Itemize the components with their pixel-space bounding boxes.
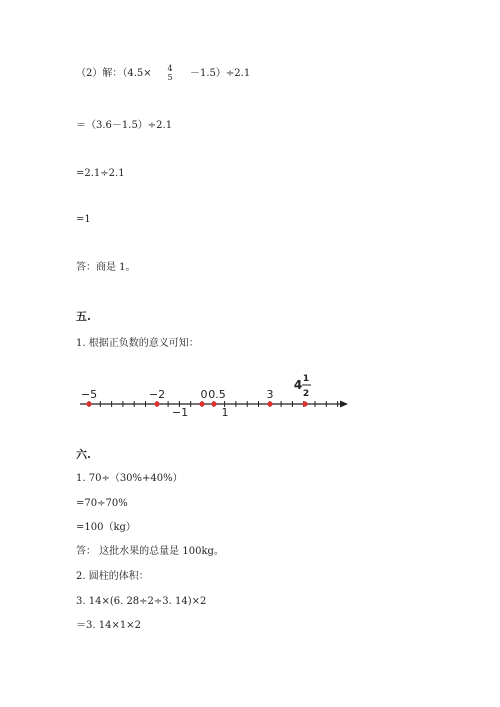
- label-half: 0.5: [208, 388, 226, 401]
- point-neg-2: [154, 401, 159, 406]
- equation-line-1-suffix: －1.5）÷2.1: [190, 68, 251, 79]
- section-six-line-6: 3. 14×(6. 28÷2÷3. 14)×2: [76, 596, 207, 607]
- label-mixed-numerator: 1: [302, 374, 310, 384]
- label-one: 1: [221, 406, 229, 419]
- fraction-numerator: 4: [167, 64, 173, 73]
- point-three: [267, 401, 272, 406]
- point-half: [211, 401, 216, 406]
- section-six-line-2: =70÷70%: [76, 498, 128, 509]
- equation-line-3: =2.1÷2.1: [76, 168, 125, 179]
- fraction-denominator: 5: [167, 73, 173, 82]
- section-five-heading: 五.: [76, 310, 91, 323]
- label-zero: 0: [200, 388, 208, 401]
- equation-line-4: =1: [76, 214, 91, 225]
- section-five-item-1: 1. 根据正负数的意义可知：: [76, 338, 199, 349]
- answer-line: 答：商是 1。: [76, 262, 136, 273]
- equation-line-1-prefix: （2）解：（4.5×: [76, 68, 152, 79]
- number-line-labels: [81, 374, 311, 419]
- section-six-line-5: 2. 圆柱的体积：: [76, 571, 149, 582]
- section-six-line-1: 1. 70÷（30%+40%）: [76, 473, 183, 484]
- equation-line-2: ＝（3.6－1.5）÷2.1: [76, 120, 173, 131]
- label-neg-1: −1: [171, 406, 189, 419]
- point-zero: [199, 401, 204, 406]
- label-neg-5: −5: [80, 388, 98, 401]
- label-mixed-whole: 4: [293, 378, 303, 392]
- point-four-and-half: [302, 401, 307, 406]
- section-six-heading: 六.: [76, 448, 91, 461]
- point-neg-5: [86, 401, 91, 406]
- section-six-line-3: =100（kg）: [76, 522, 136, 533]
- section-six-answer: 答： 这批水果的总量是 100kg。: [76, 546, 224, 557]
- label-neg-2: −2: [148, 388, 166, 401]
- section-six-line-7: ＝3. 14×1×2: [76, 620, 141, 631]
- label-mixed-denominator: 2: [302, 389, 310, 399]
- label-three: 3: [266, 388, 274, 401]
